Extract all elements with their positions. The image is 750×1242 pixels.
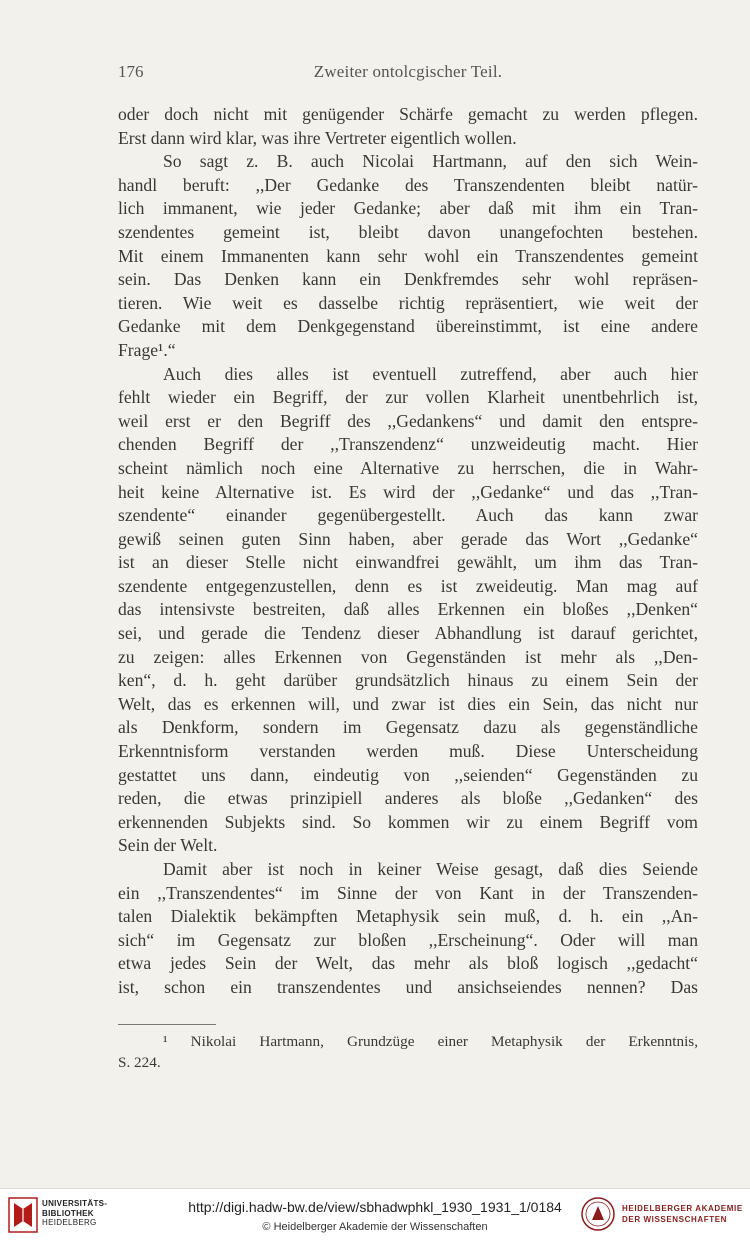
page-number: 176 (118, 62, 144, 81)
text-line: Erkenntnisform verstanden werden muß. Diese Unterscheidung (118, 741, 698, 762)
text-line: scheint nämlich noch eine Alternative zu herrschen, die in Wahr- (118, 457, 698, 478)
viewer-footer (0, 1188, 750, 1242)
text-line: zu zeigen: alles Erkennen von Gegenständen ist mehr als ,,Den- (118, 646, 698, 667)
text-line: Sein der Welt. (118, 835, 218, 856)
footnote (118, 1031, 698, 1073)
running-title: Zweiter ontolcgischer Teil. (313, 62, 503, 81)
text-line: szendentes gemeint ist, bleibt davon unangefochten bestehen. (118, 221, 698, 242)
text-line: So sagt z. B. auch Nicolai Hartmann, auf den sich Wein- (163, 151, 698, 172)
footnote-line: ¹ Nikolai Hartmann, Grundzüge einer Metaphysik der Erkenntnis, (163, 1033, 698, 1050)
running-header (118, 62, 698, 88)
text-line: als Denkform, sondern im Gegensatz dazu als gegenständliche (118, 717, 698, 738)
text-line: gestattet uns dann, eindeutig von ,,seienden“ Gegenständen zu (118, 764, 698, 785)
permalink-url[interactable]: http://digi.hadw-bw.de/view/sbhadwphkl_1930_1931_1/0184 (188, 1199, 562, 1215)
text-line: szendente entgegenzustellen, denn es ist zweideutig. Man mag auf (118, 575, 698, 596)
text-line: sich“ im Gegensatz zur bloßen ,,Erscheinung“. Oder will man (118, 929, 698, 950)
text-line: ist an dieser Stelle nicht einwandfrei gewählt, um ihm das Tran- (118, 552, 698, 573)
text-line: etwa jedes Sein der Welt, das mehr als bloß logisch ,,gedacht“ (118, 953, 698, 974)
text-line: oder doch nicht mit genügender Schärfe gemacht zu werden pflegen. (118, 104, 698, 124)
text-line: lich immanent, wie jeder Gedanke; aber daß mit ihm ein Tran- (118, 198, 698, 219)
text-line: Erst dann wird klar, was ihre Vertreter eigentlich wollen. (118, 127, 517, 148)
text-line: chenden Begriff der ,,Transzendenz“ unzweideutig macht. Hier (118, 434, 698, 455)
academy-seal-icon (580, 1196, 616, 1232)
academy-name: HEIDELBERGER AKADEMIE DER WISSENSCHAFTEN (622, 1204, 743, 1224)
text-line: talen Dialektik bekämpften Metaphysik sein muß, d. h. ein ,,An- (118, 906, 698, 927)
body-text (118, 103, 698, 1000)
university-library-name: UNIVERSITÄTS- BIBLIOTHEK HEIDELBERG (42, 1199, 108, 1227)
text-line: erkennenden Subjekts sind. So kommen wir zu einem Begriff vom (118, 811, 698, 832)
copyright-notice: © Heidelberger Akademie der Wissenschaften (262, 1221, 488, 1233)
text-line: das intensivste bestreiten, daß alles Erkennen ein bloßes ,,Denken“ (118, 599, 698, 620)
text-line: Welt, das es erkennen will, und zwar ist dies ein Sein, das nicht nur (118, 693, 698, 714)
text-line: Damit aber ist noch in keiner Weise gesagt, daß dies Seiende (163, 859, 698, 879)
text-line: reden, die etwas prinzipiell anderes als bloße ,,Gedanken“ des (118, 788, 698, 809)
text-line: sei, und gerade die Tendenz dieser Abhandlung ist darauf gerichtet, (118, 623, 698, 644)
text-line: tieren. Wie weit es dasselbe richtig repräsentiert, wie weit der (118, 292, 698, 313)
text-line: szendente“ einander gegenübergestellt. Auch das kann zwar (118, 505, 698, 526)
footnote-line: S. 224. (118, 1054, 161, 1071)
text-line: ist, schon ein transzendentes und ansichseiendes nennen? Das (118, 976, 698, 997)
text-line: ken“, d. h. geht darüber grundsätzlich hinaus zu einem Sein der (118, 670, 698, 691)
text-line: gewiß seinen guten Sinn haben, aber gerade das Wort ,,Gedanke“ (118, 528, 698, 549)
text-line: handl beruft: ,,Der Gedanke des Transzendenten bleibt natür- (118, 174, 698, 195)
footnote-rule (118, 1024, 216, 1025)
text-line: sein. Das Denken kann ein Denkfremdes sehr wohl repräsen- (118, 269, 698, 290)
text-line: ein ,,Transzendentes“ im Sinne der von Kant in der Transzenden- (118, 882, 698, 903)
text-line: fehlt wieder ein Begriff, der zur vollen Klarheit unentbehrlich ist, (118, 387, 698, 408)
text-line: Auch dies alles ist eventuell zutreffend, aber auch hier (163, 363, 698, 384)
text-line: Gedanke mit dem Denkgegenstand übereinstimmt, ist eine andere (118, 316, 698, 337)
text-line: Frage¹.“ (118, 339, 176, 360)
text-line: Mit einem Immanenten kann sehr wohl ein Transzendentes gemeint (118, 245, 698, 266)
text-line: heit keine Alternative ist. Es wird der ,,Gedanke“ und das ,,Tran- (118, 481, 698, 502)
text-line: weil erst er den Begriff des ,,Gedankens“ und damit den entspre- (118, 410, 698, 431)
